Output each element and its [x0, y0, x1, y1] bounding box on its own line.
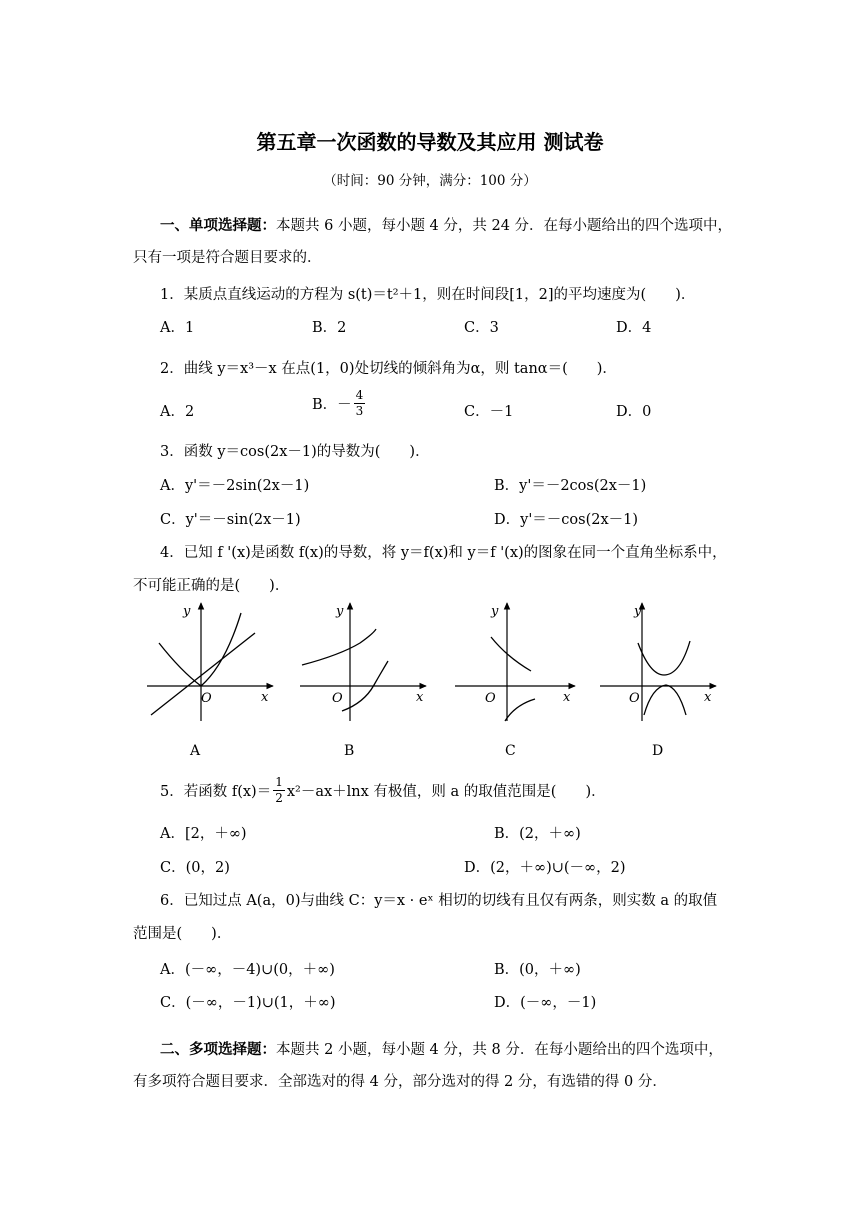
q6-stem-line2: 范围是( )． — [133, 926, 232, 942]
q1-option-b: B．2 — [312, 320, 347, 336]
page-subtitle: （时间：90 分钟，满分：100 分） — [323, 173, 537, 189]
q1-option-c: C．3 — [464, 320, 499, 336]
graph-b-upper-curve — [302, 629, 376, 665]
graph-d-upper-curve — [638, 641, 690, 675]
q3-option-a: A．y'＝－2sin(2x－1) — [160, 478, 310, 494]
graph-b-y-label: y — [336, 604, 344, 619]
q6-stem-line1: 6．已知过点 A(a，0)与曲线 C：y＝x · eˣ 相切的切线有且仅有两条，则实数 a 的取值 — [160, 893, 718, 909]
q2-option-c: C．－1 — [464, 404, 514, 420]
section1-heading: 一、单项选择题： — [160, 217, 276, 234]
q2-option-b — [312, 388, 367, 419]
q6-option-c: C．(－∞，－1)∪(1，＋∞) — [160, 995, 336, 1011]
graph-a — [143, 597, 279, 725]
q3-option-c: C．y'＝－sin(2x－1) — [160, 512, 301, 528]
q2-stem: 2．曲线 y＝x³－x 在点(1，0)处切线的倾斜角为α，则 tanα＝( )． — [160, 361, 617, 377]
graph-c-x-label: x — [563, 690, 571, 705]
q3-stem: 3．函数 y＝cos(2x－1)的导数为( )． — [160, 444, 430, 460]
q5-option-c: C．(0，2) — [160, 860, 230, 876]
q6-option-a: A．(－∞，－4)∪(0，＋∞) — [160, 962, 335, 978]
q6-option-d: D．(－∞，－1) — [494, 995, 597, 1011]
q5-fraction — [273, 775, 285, 806]
graph-c-y-label: y — [491, 604, 499, 619]
graph-c — [451, 597, 587, 725]
graph-label-a: A — [190, 743, 201, 759]
section2-desc: 本题共 2 小题，每小题 4 分，共 8 分．在每小题给出的四个选项中， — [276, 1042, 723, 1058]
q2-fraction — [354, 388, 366, 419]
page-title: 第五章一次函数的导数及其应用 测试卷 — [256, 130, 604, 154]
graph-b — [296, 597, 432, 725]
q2-frac-num: 4 — [355, 388, 364, 402]
q2-option-a: A．2 — [160, 404, 195, 420]
section1-line1 — [160, 214, 732, 235]
graph-label-b: B — [344, 743, 355, 759]
q5-option-d: D．(2，＋∞)∪(－∞，2) — [464, 860, 626, 876]
q1-stem: 1．某质点直线运动的方程为 s(t)＝t²＋1，则在时间段[1，2]的平均速度为( )． — [160, 287, 696, 303]
q3-option-d: D．y'＝－cos(2x－1) — [494, 512, 639, 528]
graph-d-x-label: x — [704, 690, 712, 705]
graph-a-origin: O — [201, 691, 212, 706]
q3-option-b: B．y'＝－2cos(2x－1) — [494, 478, 647, 494]
q4-stem-line2: 不可能正确的是( )． — [133, 578, 290, 594]
q2-frac-den: 3 — [355, 404, 364, 418]
graph-a-x-label: x — [261, 690, 269, 705]
graph-c-origin: O — [485, 691, 496, 706]
section2-heading: 二、多项选择题： — [160, 1041, 276, 1058]
q2-option-b-label: B．－ — [312, 397, 352, 413]
section2-desc-line2: 有多项符合题目要求．全部选对的得 4 分，部分选对的得 2 分，有选错的得 0 分． — [133, 1074, 667, 1090]
graph-c-lower-curve — [505, 699, 535, 721]
q5-frac-num: 1 — [275, 775, 283, 789]
graph-b-origin: O — [332, 691, 343, 706]
q1-option-a: A．1 — [160, 320, 195, 336]
graph-label-c: C — [505, 743, 516, 759]
graph-d-y-label: y — [634, 604, 642, 619]
graph-a-curve — [159, 613, 241, 686]
graph-b-x-label: x — [416, 690, 424, 705]
graph-a-y-label: y — [183, 604, 191, 619]
q5-option-b: B．(2，＋∞) — [494, 826, 581, 842]
q1-option-d: D．4 — [616, 320, 652, 336]
q5-option-a: A．[2，＋∞) — [160, 826, 247, 842]
q5-stem-pre: 5．若函数 f(x)＝ — [160, 784, 272, 800]
section1-desc: 本题共 6 小题，每小题 4 分，共 24 分．在每小题给出的四个选项中， — [276, 218, 733, 234]
q5-frac-den: 2 — [275, 791, 283, 805]
section1-desc-line2: 只有一项是符合题目要求的． — [133, 250, 322, 266]
graph-d — [596, 597, 732, 725]
q5-stem-post: x²－ax＋lnx 有极值，则 a 的取值范围是( )． — [286, 784, 606, 800]
graph-d-origin: O — [629, 691, 640, 706]
section2-line1 — [160, 1038, 723, 1059]
q6-option-b: B．(0，＋∞) — [494, 962, 581, 978]
graph-label-d: D — [652, 743, 664, 759]
q2-option-d: D．0 — [616, 404, 652, 420]
graph-d-lower-curve — [644, 685, 686, 715]
q4-stem-line1: 4．已知 f '(x)是函数 f(x)的导数，将 y＝f(x)和 y＝f '(x)的图象在同一个直角坐标系中， — [160, 545, 727, 561]
graph-c-upper-curve — [491, 637, 531, 671]
q5-stem — [160, 775, 606, 806]
